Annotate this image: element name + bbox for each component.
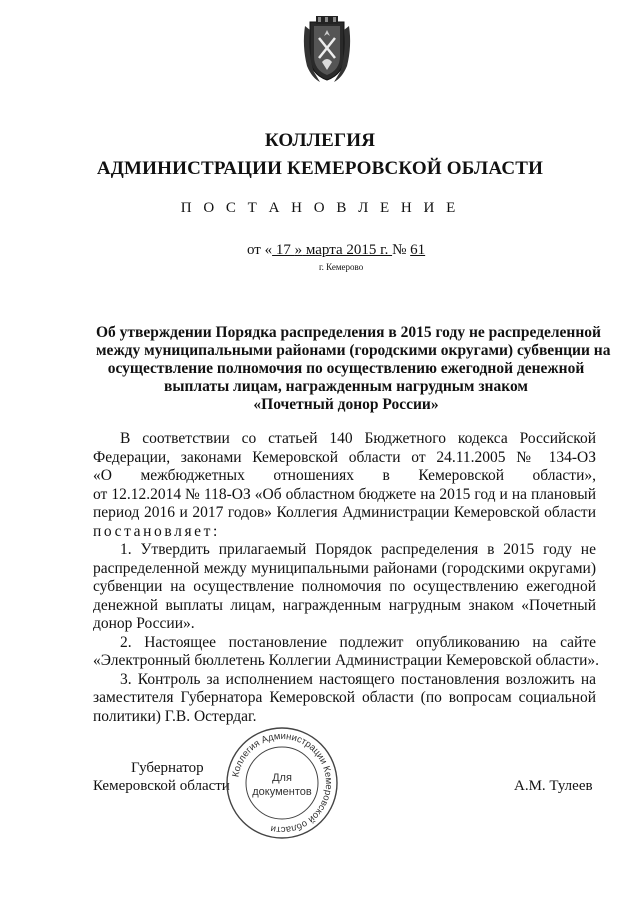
title-line: между муниципальными районами (городскими округами) субвенции на: [96, 342, 611, 359]
header-administration: АДМИНИСТРАЦИИ КЕМЕРОВСКОЙ ОБЛАСТИ: [96, 158, 544, 179]
body-line-resolves: постановляет:: [93, 522, 220, 540]
title-line: Об утверждении Порядка распределения в 2015 году не распределенной: [96, 324, 601, 341]
stamp-center-line1: Для: [272, 772, 292, 784]
body-line: политики) Г.В. Остердаг.: [93, 707, 257, 725]
signer-name: А.М. Тулеев: [514, 778, 593, 794]
title-line: «Почетный донор России»: [253, 396, 439, 413]
body-line: «Электронный бюллетень Коллегии Администрации Кемеровской области».: [93, 652, 599, 669]
number-sign: №: [392, 242, 411, 258]
body-line: Федерации, законами Кемеровской области от 24.11.2005 № 134-ОЗ: [93, 448, 596, 466]
document-type: П О С Т А Н О В Л Е Н И Е: [180, 200, 460, 216]
body-line: донор России».: [93, 615, 195, 632]
body-line: субвенции на осуществление полномочия по осуществлению ежегодной: [93, 578, 596, 595]
body-line: 1. Утвердить прилагаемый Порядок распределения в 2015 году не: [120, 541, 596, 558]
body-line: распределенной между муниципальными районами (городскими округами): [93, 559, 596, 577]
body-line: период 2016 и 2017 годов» Коллегия Администрации Кемеровской области: [93, 504, 596, 521]
body-line: от 12.12.2014 № 118-ОЗ «Об областном бюджете на 2015 год и на плановый: [93, 485, 596, 503]
city-label: г. Кемерово: [319, 262, 364, 272]
document-number: 61: [410, 242, 426, 258]
signer-position-line2: Кемеровской области: [93, 778, 230, 794]
title-line: осуществление полномочия по осуществлению ежегодной денежной: [107, 360, 585, 377]
body-line: 3. Контроль за исполнением настоящего постановления возложить на: [120, 670, 596, 688]
date-line: [247, 242, 425, 259]
date-prefix: от «: [247, 242, 273, 258]
title-line: выплаты лицам, награжденным нагрудным знаком: [164, 378, 528, 395]
date-quote-close: »: [294, 242, 303, 258]
body-line: денежной выплаты лицам, награжденным нагрудным знаком «Почетный: [93, 596, 596, 614]
body-line: «О межбюджетных отношениях в Кемеровской области»,: [93, 467, 596, 484]
document-title: [96, 324, 611, 414]
stamp-ring-text: Коллегия Администрации Кемеровской области: [230, 730, 335, 836]
body-line: заместителя Губернатора Кемеровской области (по вопросам социальной: [93, 689, 596, 706]
document-body: [93, 430, 599, 726]
body-line: 2. Настоящее постановление подлежит опубликованию на сайте: [120, 633, 596, 651]
coat-of-arms-icon: [302, 16, 352, 84]
signer-position-line1: Губернатор: [131, 760, 204, 776]
header-collegium: КОЛЛЕГИЯ: [264, 130, 376, 151]
body-line: В соответствии со статьей 140 Бюджетного кодекса Российской: [120, 430, 596, 447]
date-day: 17: [272, 242, 295, 258]
date-month-year: марта 2015 г.: [302, 242, 393, 258]
stamp-center-line2: документов: [252, 786, 312, 798]
official-stamp: [224, 725, 340, 841]
